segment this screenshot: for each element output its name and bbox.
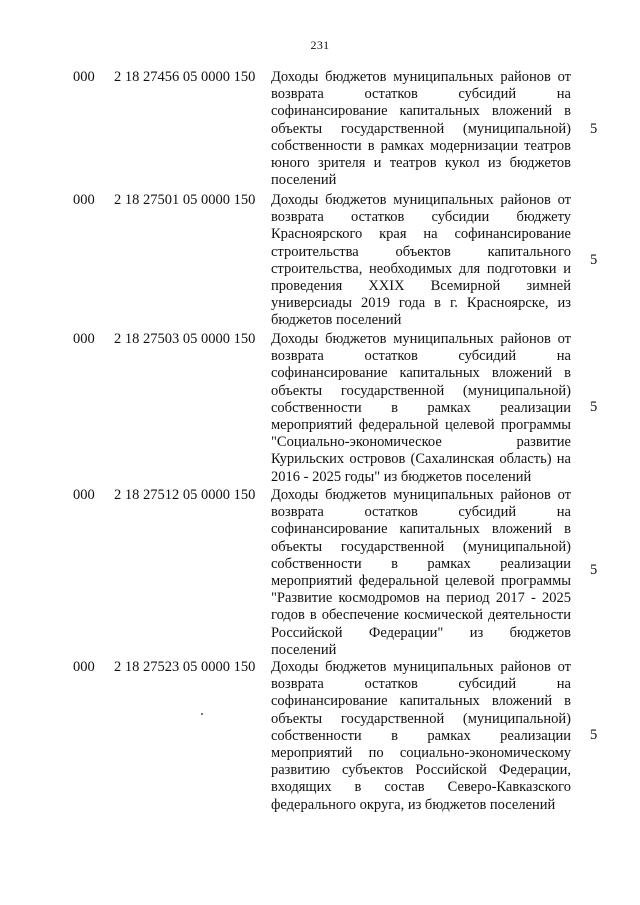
admin-code: 000	[73, 487, 95, 503]
income-description: Доходы бюджетов муниципальных районов от возврата остатков субсидий на софинансирование капитальных вложений в объекты государственной (муниципальной) собственности в рамках реализации мероприятий по социально-экономическому развитию субъектов Российской Федерации, входящих в состав Северо-Кавказского федерального округа, из бюджетов поселений	[271, 659, 571, 813]
income-description: Доходы бюджетов муниципальных районов от возврата остатков субсидии бюджету Красноярского края на софинансирование строительства объектов капитального строительства, необходимых для подготовки и проведения XXIX Всемирной зимней универсиады 2019 года в г. Красноярске, из бюджетов поселений	[271, 192, 571, 329]
admin-code: 000	[73, 192, 95, 208]
table-row	[0, 69, 640, 189]
admin-code: 000	[73, 69, 95, 85]
budget-classification-code: 2 18 27512 05 0000 150	[114, 487, 256, 503]
table-row	[0, 192, 640, 330]
admin-code: 000	[73, 331, 95, 347]
budget-classification-code: 2 18 27501 05 0000 150	[114, 192, 256, 208]
budget-classification-code: 2 18 27456 05 0000 150	[114, 69, 256, 85]
table-row	[0, 659, 640, 819]
table-row	[0, 487, 640, 657]
allocation-norm: 5	[590, 399, 598, 415]
income-description: Доходы бюджетов муниципальных районов от возврата остатков субсидий на софинансирование капитальных вложений в объекты государственной (муниципальной) собственности в рамках модернизации театров юного зрителя и театров кукол из бюджетов поселений	[271, 69, 571, 189]
budget-classification-code: 2 18 27503 05 0000 150	[114, 331, 256, 347]
allocation-norm: 5	[590, 727, 598, 743]
budget-classification-code: 2 18 27523 05 0000 150	[114, 659, 256, 675]
income-description: Доходы бюджетов муниципальных районов от возврата остатков субсидий на софинансирование капитальных вложений в объекты государственной (муниципальной) собственности в рамках реализации мероприятий федеральной целевой программы "Развитие космодромов на период 2017 - 2025 годов в обеспечение космической деятельности Российской Федерации" из бюджетов поселений	[271, 487, 571, 658]
income-description: Доходы бюджетов муниципальных районов от возврата остатков субсидий на софинансирование капитальных вложений в объекты государственной (муниципальной) собственности в рамках реализации мероприятий федеральной целевой программы "Социально-экономическое развитие Курильских островов (Сахалинская область) на 2016 - 2025 годы" из бюджетов поселений	[271, 331, 571, 485]
allocation-norm: 5	[590, 252, 598, 268]
allocation-norm: 5	[590, 562, 598, 578]
table-row	[0, 331, 640, 486]
scan-speck	[201, 713, 203, 715]
admin-code: 000	[73, 659, 95, 675]
page-number: 231	[310, 38, 330, 52]
allocation-norm: 5	[590, 121, 598, 137]
